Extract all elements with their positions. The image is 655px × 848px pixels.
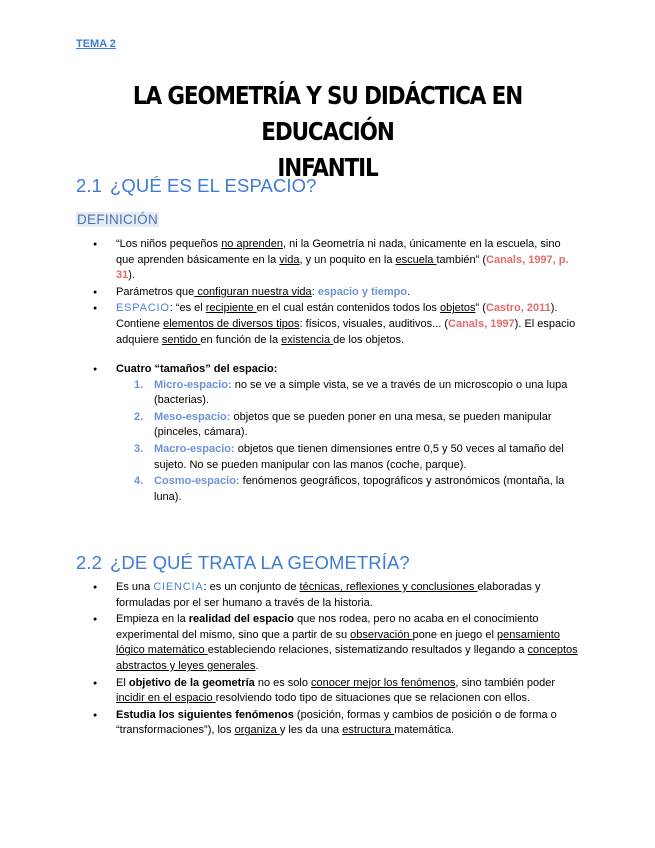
keyword-espacio: ESPACIO [116, 302, 170, 315]
section-heading-2-1 [76, 175, 317, 197]
geometry-list [76, 580, 581, 740]
section-number: 2.2 [76, 552, 103, 573]
list-item: ● Estudia los siguientes fenómenos (posición, formas y cambios de posición o de forma o “transformaciones”), los organiza y les da una estructura matemática. [76, 708, 581, 739]
size-item: 4. Cosmo-espacio: fenómenos geográficos, topográficos y astronómicos (montaña, la luna). [134, 475, 565, 503]
space-sizes-numbered [116, 378, 581, 506]
highlight-term: espacio y tiempo [317, 285, 408, 298]
list-item: ● ESPACIO: “es el recipiente en el cual están contenidos todos los objetos” (Castro, 2011). Contiene elementos de diversos tipos: físicos, visuales, auditivos... (Canals, 1997). El espacio adquiere sentido en función de la existencia de los objetos. [76, 301, 581, 348]
citation: Canals, 1997, p. 31 [116, 253, 569, 282]
size-item: 3. Macro-espacio: objetos que tienen dimensiones entre 0,5 y 50 veces al tamaño del sujeto. No se pueden manipular con las manos (coche, parque). [134, 442, 564, 471]
space-sizes-label: Cuatro “tamaños” del espacio: [116, 363, 278, 375]
topic-label: TEMA 2 [76, 38, 116, 50]
page-title-line-2: INFANTIL [277, 153, 378, 182]
size-item: 2. Meso-espacio: objetos que se pueden poner en una mesa, se pueden manipular (pinceles, cámara). [134, 410, 552, 439]
list-item [76, 362, 581, 505]
list-item: ● Parámetros que configuran nuestra vida: espacio y tiempo. [76, 285, 581, 301]
section-title: ¿DE QUÉ TRATA LA GEOMETRÍA? [110, 552, 410, 573]
keyword-ciencia: CIENCIA [153, 581, 204, 593]
section-number: 2.1 [76, 175, 103, 196]
size-item: 1. Micro-espacio: no se ve a simple vista, se ve a través de un microscopio o una lupa (bacterias). [134, 378, 568, 407]
space-sizes-list [76, 362, 581, 506]
section-title: ¿QUÉ ES EL ESPACIO? [110, 175, 317, 196]
list-item: ● El objetivo de la geometría no es solo conocer mejor los fenómenos, sino también poder incidir en el espacio resolviendo todo tipo de situaciones que se relacionen con ellos. [76, 676, 581, 707]
list-item: ● “Los niños pequeños no aprenden, ni la Geometría ni nada, únicamente en la escuela, sino que aprenden básicamente en la vida, y un poquito en la escuela también” (Canals, 1997, p. 31). [76, 237, 581, 284]
citation: Canals, 1997 [448, 317, 515, 330]
page-title [97, 78, 557, 186]
definition-label: DEFINICIÓN [77, 212, 159, 227]
page-title-line-1: LA GEOMETRÍA Y SU DIDÁCTICA EN EDUCACIÓN [132, 81, 523, 146]
section-heading-2-2 [76, 552, 410, 574]
definition-list [76, 237, 581, 349]
list-item: ● Empieza en la realidad del espacio que nos rodea, pero no acaba en el conocimiento experimental del mismo, sino que a partir de su observación pone en juego el pensamiento lógico matemático estableciendo relaciones, sistematizando resultados y llegando a conceptos abstractos y leyes generales. [76, 612, 581, 674]
citation: Castro, 2011 [485, 302, 551, 315]
list-item: ● Es una CIENCIA: es un conjunto de técnicas, reflexiones y conclusiones elaboradas y formuladas por el ser humano a través de la historia. [76, 580, 581, 611]
